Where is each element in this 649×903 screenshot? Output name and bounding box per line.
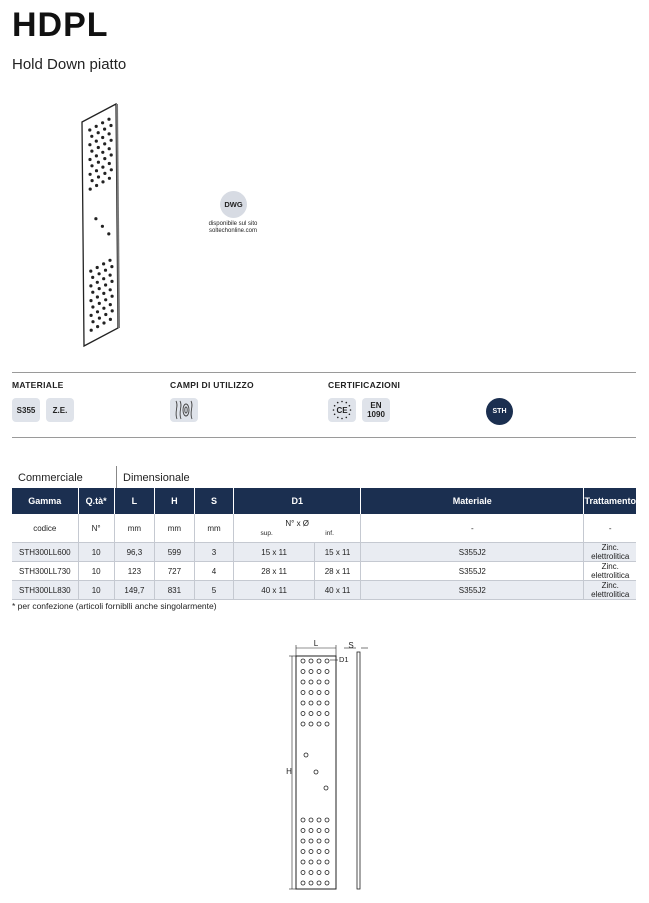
cell-trattamento: Zinc. elettrolitica [584,543,636,562]
dim-s-label: S [348,641,354,650]
cell-trattamento: Zinc. elettrolitica [584,562,636,581]
unit-d1-inf: inf. [325,530,334,537]
ce-star [349,414,351,416]
group-dimensionale: Dimensionale [123,472,190,484]
unit-qta: N° [78,514,114,543]
en-line2: 1090 [367,410,385,419]
illustration-hole [110,153,113,156]
cell-d1-sup: 15 x 11 [234,543,315,562]
header-s: S [194,488,234,514]
illustration-hole [102,262,105,265]
cell-l: 96,3 [114,543,154,562]
illustration-hole [101,225,104,228]
illustration-hole [101,166,104,169]
cell-d1-inf: 40 x 11 [314,581,360,600]
illustration-hole [98,287,101,290]
illustration-hole [96,295,99,298]
illustration-hole [109,274,112,277]
illustration-hole [89,284,92,287]
illustration-hole [103,128,106,131]
unit-trattamento: - [608,523,612,533]
illustration-hole [97,131,100,134]
cell-s: 3 [194,543,234,562]
certificazioni-label: CERTIFICAZIONI [328,380,401,390]
illustration-hole [103,157,106,160]
ce-star [349,405,351,407]
illustration-hole [97,161,100,164]
header-materiale: Materiale [361,488,584,514]
unit-gamma: codice [12,514,78,543]
cell-trattamento: Zinc. elettrolitica [584,581,636,600]
cell-materiale: S355J2 [361,581,584,600]
cell-qta: 10 [78,562,114,581]
product-subtitle: Hold Down piatto [12,56,127,73]
dim-d1-label: D1 [339,655,349,664]
illustration-hole [102,321,105,324]
dwg-note [200,221,266,235]
illustration-hole [94,217,97,220]
cell-h: 599 [155,543,195,562]
illustration-hole [109,124,112,127]
header-trattamento: Trattamento [584,488,636,514]
illustration-hole [91,179,94,182]
illustration-hole [107,232,110,235]
illustration-hole [102,307,105,310]
illustration-hole [110,265,113,268]
dwg-note-line1: disponibile sul sito [208,221,258,227]
header-qta: Q.tà* [78,488,114,514]
ce-star [346,402,348,404]
table-row [12,543,636,562]
table-header-row [12,488,636,514]
illustration-hole [89,299,92,302]
unit-d1-label: N° x Ø [285,519,310,528]
illustration-hole [108,147,111,150]
header-d1: D1 [234,488,361,514]
illustration-hole [88,158,91,161]
dwg-badge[interactable]: DWG [220,191,247,218]
illustration-hole [111,295,114,298]
group-separator [116,466,117,488]
illustration-hole [103,142,106,145]
illustration-hole [97,175,100,178]
illustration-hole [89,188,92,191]
illustration-hole [109,303,112,306]
dwg-note-line2: soltechonline.com [208,228,258,234]
illustration-hole [103,172,106,175]
ce-star [350,409,352,411]
table-footnote: * per confezione (articoli forniblli anche singolarmente) [12,601,217,611]
illustration-hole [89,173,92,176]
chip-en1090 [362,398,390,422]
illustration-hole [88,128,91,131]
ce-star [341,401,343,403]
illustration-hole [110,139,113,142]
cell-d1-inf: 15 x 11 [314,543,360,562]
illustration-hole [108,177,111,180]
illustration-hole [91,320,94,323]
ce-star [334,414,336,416]
illustration-hole [95,154,98,157]
unit-materiale: - [361,514,584,543]
en-line1: EN [370,401,382,410]
cell-s: 5 [194,581,234,600]
unit-s: mm [194,514,234,543]
cell-gamma: STH300LL730 [12,562,78,581]
divider-top [12,372,636,373]
wood-grain-icon [170,398,198,422]
cell-d1-inf: 28 x 11 [314,562,360,581]
illustration-hole [102,292,105,295]
illustration-hole [109,288,112,291]
ce-star [334,405,336,407]
ce-star [337,402,339,404]
illustration-hole [90,150,93,153]
product-illustration [78,100,123,350]
campi-label: CAMPI DI UTILIZZO [170,380,254,390]
illustration-hole [90,314,93,317]
illustration-hole [104,313,107,316]
cell-h: 831 [155,581,195,600]
illustration-hole [96,325,99,328]
cell-h: 727 [155,562,195,581]
illustration-hole [95,140,98,143]
illustration-hole [96,266,99,269]
illustration-hole [95,125,98,128]
illustration-hole [91,276,94,279]
illustration-hole [89,270,92,273]
illustration-hole [95,169,98,172]
dim-h-label: H [286,767,292,776]
ce-star [341,418,343,420]
ce-star [346,417,348,419]
illustration-hole [98,317,101,320]
illustration-hole [91,291,94,294]
illustration-hole [91,305,94,308]
illustration-hole [98,302,101,305]
illustration-hole [96,310,99,313]
svg-text:CE: CE [336,406,348,415]
illustration-hole [96,281,99,284]
illustration-hole [90,164,93,167]
illustration-hole [101,151,104,154]
illustration-hole [110,168,113,171]
illustration-hole [90,135,93,138]
illustration-hole [101,121,104,124]
chip-ze: Z.E. [46,398,74,422]
illustration-hole [107,118,110,121]
cell-gamma: STH300LL600 [12,543,78,562]
group-commerciale: Commerciale [18,472,83,484]
cell-materiale: S355J2 [361,562,584,581]
illustration-hole [101,180,104,183]
ce-mark-icon [328,398,356,422]
cell-l: 123 [114,562,154,581]
unit-l: mm [114,514,154,543]
technical-drawing [280,640,380,895]
illustration-hole [95,184,98,187]
materiale-label: MATERIALE [12,380,64,390]
illustration-hole [90,329,93,332]
table-units-row [12,514,636,543]
table-row [12,581,636,600]
cell-l: 149,7 [114,581,154,600]
illustration-hole [97,146,100,149]
ce-star [337,417,339,419]
illustration-hole [109,318,112,321]
product-table [12,488,636,600]
ce-star [333,409,335,411]
illustration-hole [108,162,111,165]
cell-qta: 10 [78,543,114,562]
illustration-hole [110,280,113,283]
sth-brand-badge: STH [486,398,513,425]
illustration-hole [88,143,91,146]
unit-d1-sup: sup. [260,530,273,537]
unit-d1 [234,514,361,543]
illustration-hole [108,132,111,135]
dim-l-label: L [313,640,319,648]
cell-d1-sup: 28 x 11 [234,562,315,581]
cell-gamma: STH300LL830 [12,581,78,600]
illustration-hole [104,283,107,286]
cell-d1-sup: 40 x 11 [234,581,315,600]
header-gamma: Gamma [12,488,78,514]
illustration-hole [98,272,101,275]
illustration-hole [108,259,111,262]
illustration-hole [104,269,107,272]
header-l: L [114,488,154,514]
product-title: HDPL [12,6,109,44]
unit-h: mm [155,514,195,543]
illustration-hole [101,136,104,139]
illustration-hole [102,277,105,280]
cell-s: 4 [194,562,234,581]
cell-materiale: S355J2 [361,543,584,562]
cell-qta: 10 [78,581,114,600]
header-h: H [155,488,195,514]
illustration-hole [104,298,107,301]
divider-bottom [12,437,636,438]
illustration-hole [111,309,114,312]
table-row [12,562,636,581]
chip-s355: S355 [12,398,40,422]
